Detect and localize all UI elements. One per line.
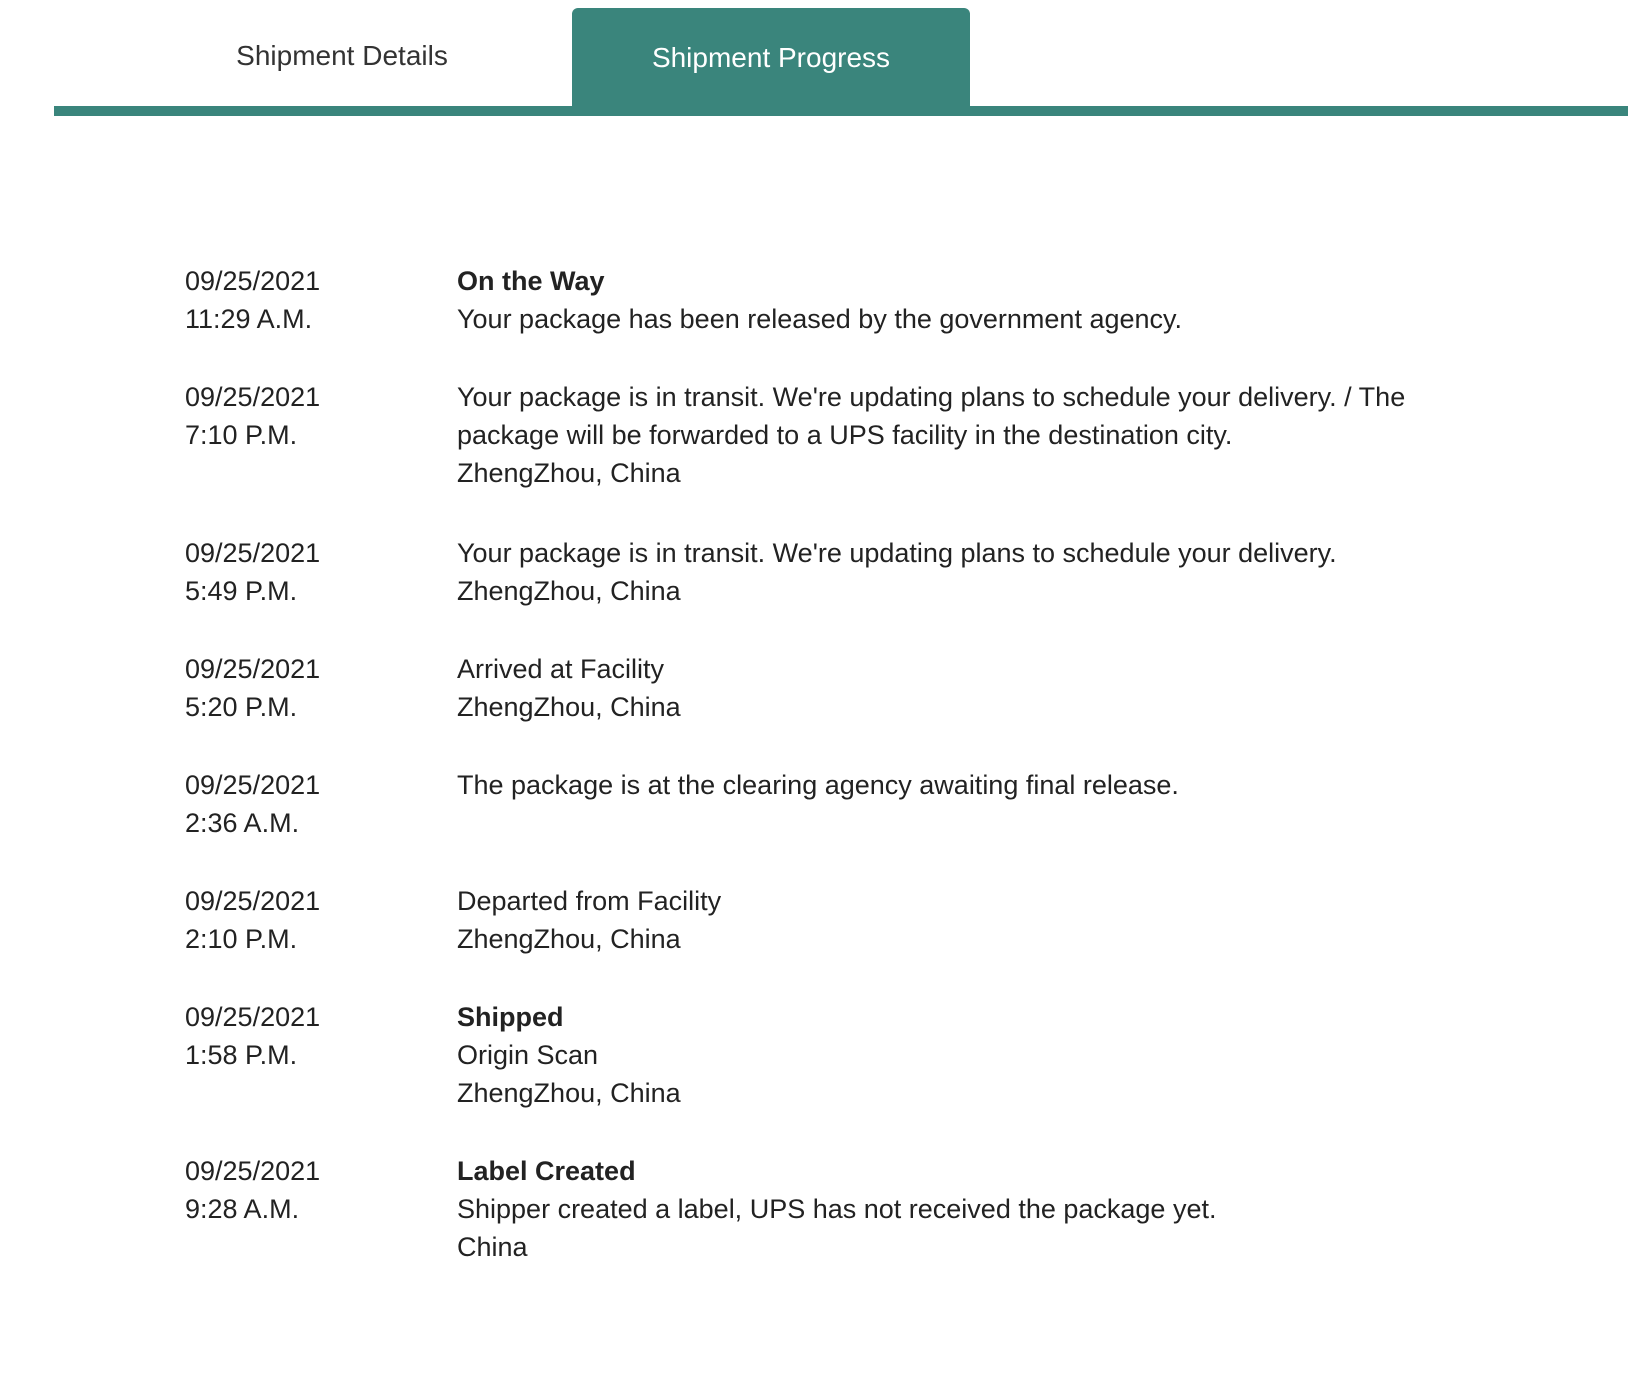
tab-underline — [54, 106, 1628, 116]
event-details — [457, 1152, 1485, 1266]
event-location: ZhengZhou, China — [457, 692, 681, 722]
event-time: 7:10 P.M. — [185, 420, 298, 450]
event-timestamp — [185, 650, 457, 726]
timeline-event — [185, 1152, 1485, 1266]
event-description: Shipper created a label, UPS has not received the package yet. — [457, 1194, 1217, 1224]
timeline-event — [185, 378, 1485, 492]
event-location: China — [457, 1232, 528, 1262]
event-time: 2:10 P.M. — [185, 924, 298, 954]
timeline-event — [185, 766, 1485, 842]
event-description: Your package is in transit. We're updating plans to schedule your delivery. — [457, 538, 1337, 568]
event-details — [457, 262, 1485, 338]
event-timestamp — [185, 534, 457, 610]
shipment-progress-timeline — [185, 262, 1485, 1266]
event-location: ZhengZhou, China — [457, 1078, 681, 1108]
event-date: 09/25/2021 — [185, 1156, 321, 1186]
timeline-event — [185, 882, 1485, 958]
event-timestamp — [185, 766, 457, 842]
event-date: 09/25/2021 — [185, 1002, 321, 1032]
event-time: 9:28 A.M. — [185, 1194, 300, 1224]
tab-shipment-details[interactable]: Shipment Details — [236, 40, 448, 71]
event-description: Arrived at Facility — [457, 654, 665, 684]
event-date: 09/25/2021 — [185, 538, 321, 568]
event-status: Shipped — [457, 1002, 564, 1032]
event-date: 09/25/2021 — [185, 266, 321, 296]
event-date: 09/25/2021 — [185, 654, 321, 684]
event-timestamp — [185, 1152, 457, 1266]
event-date: 09/25/2021 — [185, 382, 321, 412]
event-details — [457, 882, 1485, 958]
event-details — [457, 766, 1485, 842]
event-status: On the Way — [457, 266, 605, 296]
event-location: ZhengZhou, China — [457, 458, 681, 488]
event-location: ZhengZhou, China — [457, 576, 681, 606]
event-status: Label Created — [457, 1156, 636, 1186]
event-details — [457, 650, 1485, 726]
event-timestamp — [185, 262, 457, 338]
timeline-event — [185, 534, 1485, 610]
event-time: 11:29 A.M. — [185, 304, 313, 334]
event-date: 09/25/2021 — [185, 770, 321, 800]
tab-bar — [54, 0, 1628, 116]
event-location: ZhengZhou, China — [457, 924, 681, 954]
event-time: 5:20 P.M. — [185, 692, 298, 722]
event-timestamp — [185, 378, 457, 492]
event-details — [457, 998, 1485, 1112]
event-time: 2:36 A.M. — [185, 808, 300, 838]
event-time: 1:58 P.M. — [185, 1040, 298, 1070]
event-details — [457, 534, 1485, 610]
event-date: 09/25/2021 — [185, 886, 321, 916]
timeline-event — [185, 650, 1485, 726]
event-time: 5:49 P.M. — [185, 576, 298, 606]
tab-shipment-progress[interactable]: Shipment Progress — [572, 8, 970, 108]
timeline-event — [185, 998, 1485, 1112]
event-timestamp — [185, 882, 457, 958]
timeline-event — [185, 262, 1485, 338]
event-description: Your package is in transit. We're updating plans to schedule your delivery. / The package will be forwarded to a UPS facility in the destination city. — [457, 382, 1406, 450]
event-description: Your package has been released by the government agency. — [457, 304, 1183, 334]
event-timestamp — [185, 998, 457, 1112]
event-description: Origin Scan — [457, 1040, 599, 1070]
event-description: Departed from Facility — [457, 886, 722, 916]
event-details — [457, 378, 1485, 492]
event-description: The package is at the clearing agency awaiting final release. — [457, 770, 1179, 800]
